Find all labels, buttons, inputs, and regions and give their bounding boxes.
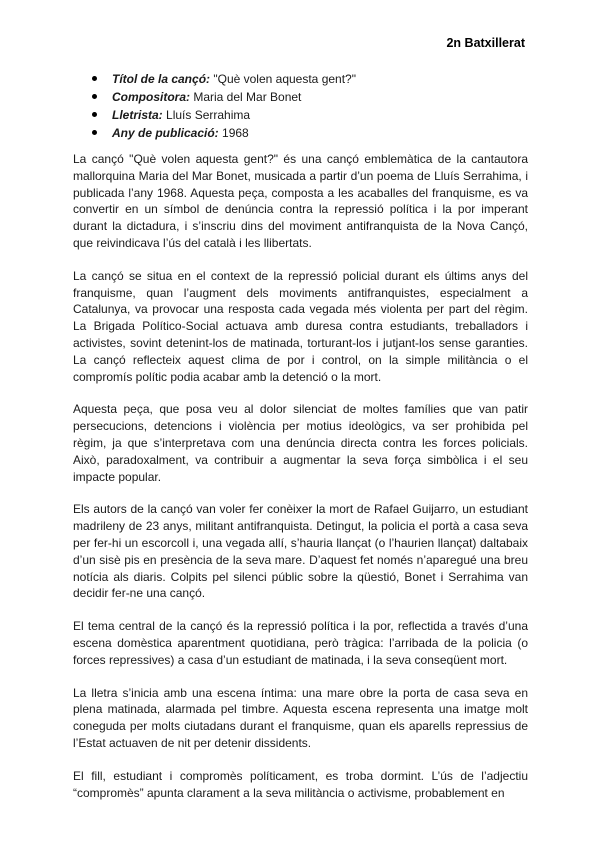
paragraph-theme: El tema central de la cançó és la repressió política i la por, reflectida a través d’una escena domèstica aparentment quotidiana, però tràgica: l’arribada de la policia (o forces repressives) a casa d’un estudiant de matinada, i la seva conseqüent mort. — [73, 619, 528, 667]
paragraph-authors: Els autors de la cançó van voler fer conèixer la mort de Rafael Guijarro, un estudiant madrileny de 23 anys, militant antifranquista. Detingut, la policia el portà a casa seva per fer-hi un escorcoll i, una vegada allí, s’hauria llançat (o l’haurien llançat) daltabaix d’un sisè pis en presència de la seva mare. D’aquest fet només n’aparegué una breu notícia als diaris. Colpits pel silenci públic sobre la qüestió, Bonet i Serrahima van decidir fer-ne una cançó. — [73, 502, 528, 601]
metadata-value: Maria del Mar Bonet — [193, 90, 302, 104]
bullet-icon — [92, 130, 97, 135]
metadata-key: Any de publicació: — [112, 126, 219, 140]
metadata-item-title — [92, 70, 356, 88]
metadata-item-lyricist — [92, 106, 356, 124]
bullet-icon — [92, 94, 97, 99]
paragraph-son: El fill, estudiant i compromès políticament, es troba dormint. L’ús de l’adjectiu “compromès” apunta clarament a la seva militància o activisme, probablement en — [73, 768, 528, 800]
paragraph-prohibition: Aquesta peça, que posa veu al dolor silenciat de moltes famílies que van patir persecucions, detencions i violència per motius ideològics, va ser prohibida pel règim, ja que s’interpretava com una denúncia directa contra les forces policials. Això, paradoxalment, va contribuir a augmentar la seva força simbòlica i el seu impacte popular. — [73, 402, 528, 484]
paragraph-context: La cançó se situa en el context de la repressió policial durant els últims anys del franquisme, quan l’augment dels moviments antifranquistes, especialment a Catalunya, va provocar una resposta cada vegada més violenta per part del règim. La Brigada Político-Social actuava amb duresa contra estudiants, treballadors i activistes, sovint detenint-los de matinada, torturant-los i jutjant-los sense garanties. La cançó reflecteix aquest clima de por i control, on la simple militància o el compromís polític podia acabar amb la detenció o la mort. — [73, 268, 528, 384]
metadata-value: 1968 — [222, 126, 249, 140]
metadata-item-composer — [92, 88, 356, 106]
bullet-icon — [92, 76, 97, 81]
body-text — [73, 151, 528, 817]
metadata-key: Lletrista: — [112, 108, 163, 122]
metadata-value: Lluís Serrahima — [166, 108, 251, 122]
song-metadata-list — [92, 70, 356, 142]
paragraph-opening-scene: La lletra s’inicia amb una escena íntima: una mare obre la porta de casa seva en plena matinada, alarmada pel timbre. Aquesta escena representa una imatge molt coneguda per molts ciutadans durant el franquisme, quan els aparells repressius de l’Estat actuaven de nit per detenir dissidents. — [73, 685, 528, 750]
bullet-icon — [92, 112, 97, 117]
paragraph-intro: La cançó "Què volen aquesta gent?" és una cançó emblemàtica de la cantautora mallorquina Maria del Mar Bonet, musicada a partir d’un poema de Lluís Serrahima, i publicada l’any 1968. Aquesta peça, composta a les acaballes del franquisme, es va convertir en un símbol de denúncia contra la repressió política i la por imperant durant la dictadura, i s’inscriu dins del moviment antifranquista de la Nova Cançó, que reivindicava l’ús del català i les llibertats. — [73, 152, 528, 250]
metadata-key: Títol de la cançó: — [112, 72, 211, 86]
metadata-key: Compositora: — [112, 90, 190, 104]
metadata-item-year — [92, 124, 356, 142]
page-header: 2n Batxillerat — [446, 36, 525, 50]
metadata-value: "Què volen aquesta gent?" — [213, 72, 356, 86]
